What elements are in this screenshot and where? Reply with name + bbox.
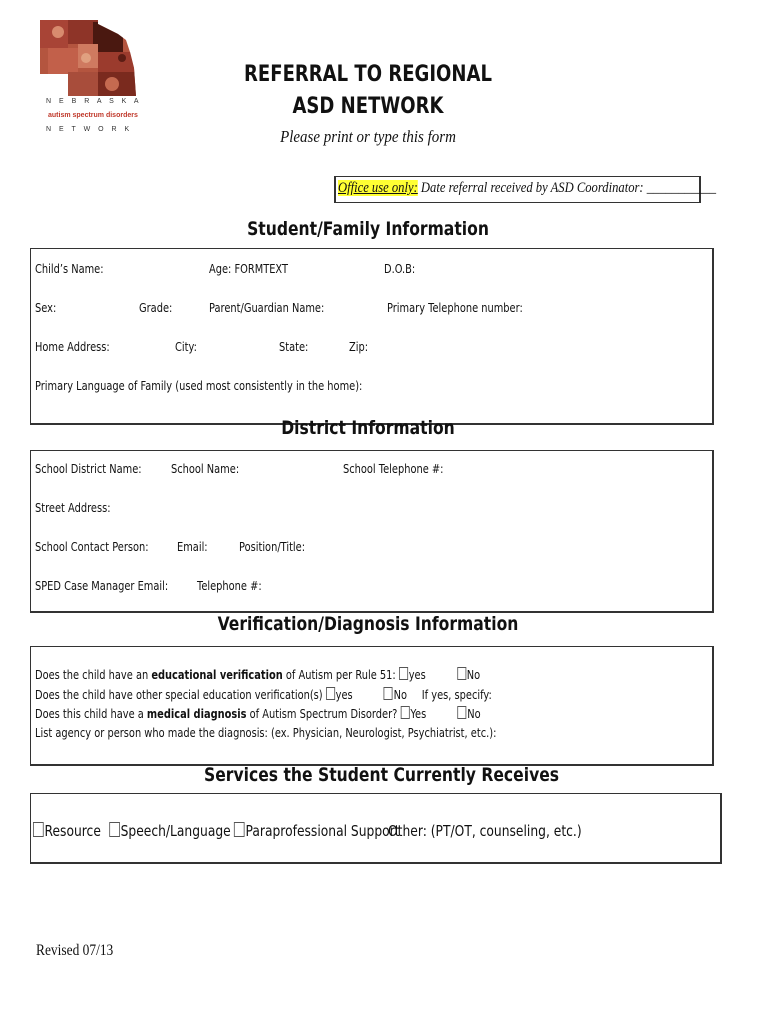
student-family-section [30, 248, 714, 425]
q2-yes-checkbox[interactable] [326, 687, 335, 700]
paraprofessional-checkbox[interactable] [234, 822, 245, 837]
resource-checkbox[interactable] [33, 822, 44, 837]
sex-field[interactable]: Sex: [35, 301, 57, 315]
city-field[interactable]: City: [175, 340, 197, 354]
verification-q2: Does the child have other special education verification(s) yes No If yes, specify: [35, 688, 492, 702]
nebraska-map-icon [38, 18, 138, 100]
office-use-label: Office use only: [338, 180, 418, 196]
q1-yes-checkbox[interactable] [399, 667, 408, 680]
sped-email-field[interactable]: SPED Case Manager Email: [35, 579, 169, 593]
email-field[interactable]: Email: [177, 540, 208, 554]
logo [34, 14, 142, 139]
revised-date: Revised 07/13 [36, 942, 114, 959]
dob-field[interactable]: D.O.B: [384, 262, 416, 276]
logo-top-text: N E B R A S K A [46, 98, 142, 105]
q3-yes-checkbox[interactable] [400, 706, 409, 719]
page-title-line2: ASD NETWORK [292, 94, 444, 119]
position-title-field[interactable]: Position/Title: [239, 540, 306, 554]
school-name-field[interactable]: School Name: [171, 462, 240, 476]
student-family-heading: Student/Family Information [247, 218, 489, 240]
verification-q3: Does this child have a medical diagnosis of Autism Spectrum Disorder? Yes No [35, 707, 481, 721]
page-title-line1: REFERRAL TO REGIONAL [244, 62, 492, 87]
q3-no-checkbox[interactable] [457, 706, 466, 719]
services-heading: Services the Student Currently Receives [204, 764, 560, 786]
speech-language-checkbox[interactable] [109, 822, 120, 837]
q1-no-checkbox[interactable] [457, 667, 466, 680]
verification-section [30, 646, 714, 766]
district-section [30, 450, 714, 613]
telephone-field[interactable]: Telephone #: [197, 579, 262, 593]
school-telephone-field[interactable]: School Telephone #: [343, 462, 444, 476]
parent-guardian-field[interactable]: Parent/Guardian Name: [209, 301, 325, 315]
home-address-field[interactable]: Home Address: [35, 340, 110, 354]
zip-field[interactable]: Zip: [349, 340, 369, 354]
grade-field[interactable]: Grade: [139, 301, 173, 315]
street-address-field[interactable]: Street Address: [35, 501, 111, 515]
services-options: Resource Speech/Language Paraprofessional Support [33, 822, 400, 840]
logo-bottom-text: N E T W O R K [46, 126, 133, 133]
verification-q4[interactable]: List agency or person who made the diagnosis: (ex. Physician, Neurologist, Psychiatrist, etc.): [35, 726, 497, 740]
age-field[interactable]: Age: FORMTEXT [209, 262, 289, 276]
services-other-field[interactable]: Other: (PT/OT, counseling, etc.) [388, 822, 582, 840]
verification-q1: Does the child have an educational verification of Autism per Rule 51: yes No [35, 668, 481, 682]
childs-name-field[interactable]: Child’s Name: [35, 262, 104, 276]
services-section [30, 793, 722, 864]
logo-middle-text: autism spectrum disorders [48, 112, 138, 119]
school-district-field[interactable]: School District Name: [35, 462, 142, 476]
primary-language-field[interactable]: Primary Language of Family (used most consistently in the home): [35, 379, 363, 393]
school-contact-field[interactable]: School Contact Person: [35, 540, 149, 554]
primary-telephone-field[interactable]: Primary Telephone number: [387, 301, 523, 315]
office-use-date-field[interactable]: Date referral received by ASD Coordinator: ___________ [420, 180, 717, 196]
q2-no-checkbox[interactable] [384, 687, 393, 700]
district-heading: District Information [281, 417, 455, 439]
office-use-box [334, 176, 717, 203]
page-subtitle: Please print or type this form [280, 127, 456, 146]
verification-heading: Verification/Diagnosis Information [217, 613, 519, 635]
state-field[interactable]: State: [279, 340, 309, 354]
